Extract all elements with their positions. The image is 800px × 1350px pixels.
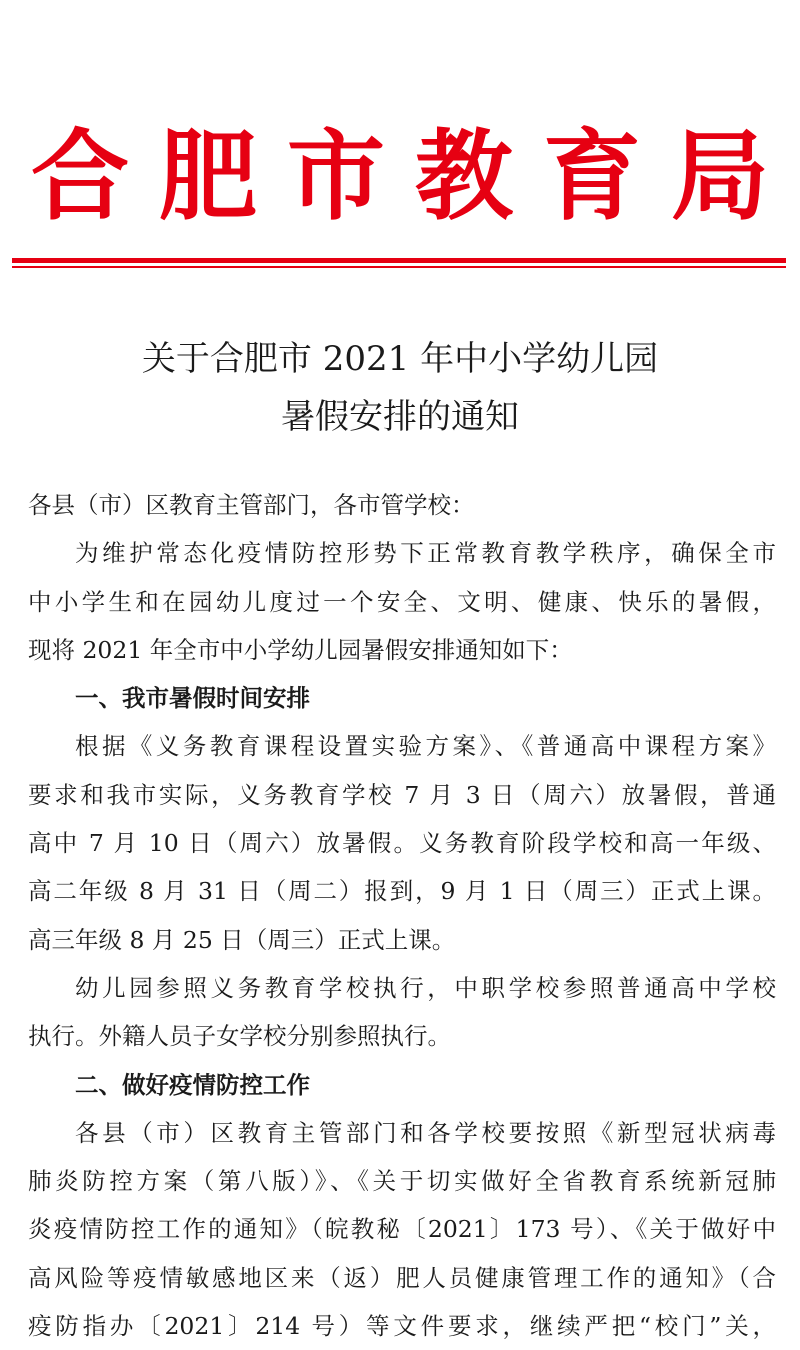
paragraph-line: 疫防指办〔2021〕214 号）等文件要求，继续严把“校门”关， xyxy=(28,1312,776,1341)
paragraph-line: 要求和我市实际，义务教育学校 7 月 3 日（周六）放暑假，普通 xyxy=(28,780,776,809)
paragraph-line: 炎疫情防控工作的通知》（皖教秘〔2021〕173 号）、《关于做好中 xyxy=(28,1215,776,1244)
paragraph-line: 中小学生和在园幼儿度过一个安全、文明、健康、快乐的暑假， xyxy=(28,587,776,616)
salutation: 各县（市）区教育主管部门，各市管学校： xyxy=(28,491,475,519)
section-heading-1: 一、我市暑假时间安排 xyxy=(75,684,310,713)
red-header-rule-thick xyxy=(12,258,786,263)
section-1-paragraph-1 xyxy=(28,722,776,963)
paragraph-line: 现将 2021 年全市中小学幼儿园暑假安排通知如下： xyxy=(28,635,573,664)
document-body xyxy=(28,481,776,1350)
paragraph-line: 高二年级 8 月 31 日（周二）报到，9 月 1 日（周三）正式上课。 xyxy=(28,877,776,906)
document-title xyxy=(0,330,800,446)
section-heading-2: 二、做好疫情防控工作 xyxy=(75,1070,310,1099)
red-header-rule-thin xyxy=(12,266,786,268)
paragraph-line: 肺炎防控方案（第八版）》、《关于切实做好全省教育系统新冠肺 xyxy=(28,1167,776,1196)
paragraph-line: 高中 7 月 10 日（周六）放暑假。义务教育阶段学校和高一年级、 xyxy=(28,829,776,858)
paragraph-line: 为维护常态化疫情防控形势下正常教育教学秩序，确保全市 xyxy=(75,539,776,568)
title-line-2: 暑假安排的通知 xyxy=(281,397,519,437)
section-2-paragraph-1 xyxy=(28,1109,776,1350)
title-line-1: 关于合肥市 2021 年中小学幼儿园 xyxy=(141,339,659,379)
paragraph-line: 各县（市）区教育主管部门和各学校要按照《新型冠状病毒 xyxy=(75,1118,776,1147)
paragraph-line: 幼儿园参照义务教育学校执行，中职学校参照普通高中学校 xyxy=(75,973,776,1002)
issuer-masthead: 合肥市教育局 xyxy=(30,120,799,234)
intro-paragraph xyxy=(28,529,776,674)
section-1-paragraph-2 xyxy=(28,964,776,1061)
paragraph-line: 根据《义务教育课程设置实验方案》、《普通高中课程方案》 xyxy=(75,732,776,761)
paragraph-line: 高三年级 8 月 25 日（周三）正式上课。 xyxy=(28,925,456,954)
paragraph-line: 高风险等疫情敏感地区来（返）肥人员健康管理工作的通知》（合 xyxy=(28,1263,776,1292)
paragraph-line: 执行。外籍人员子女学校分别参照执行。 xyxy=(28,1022,451,1051)
